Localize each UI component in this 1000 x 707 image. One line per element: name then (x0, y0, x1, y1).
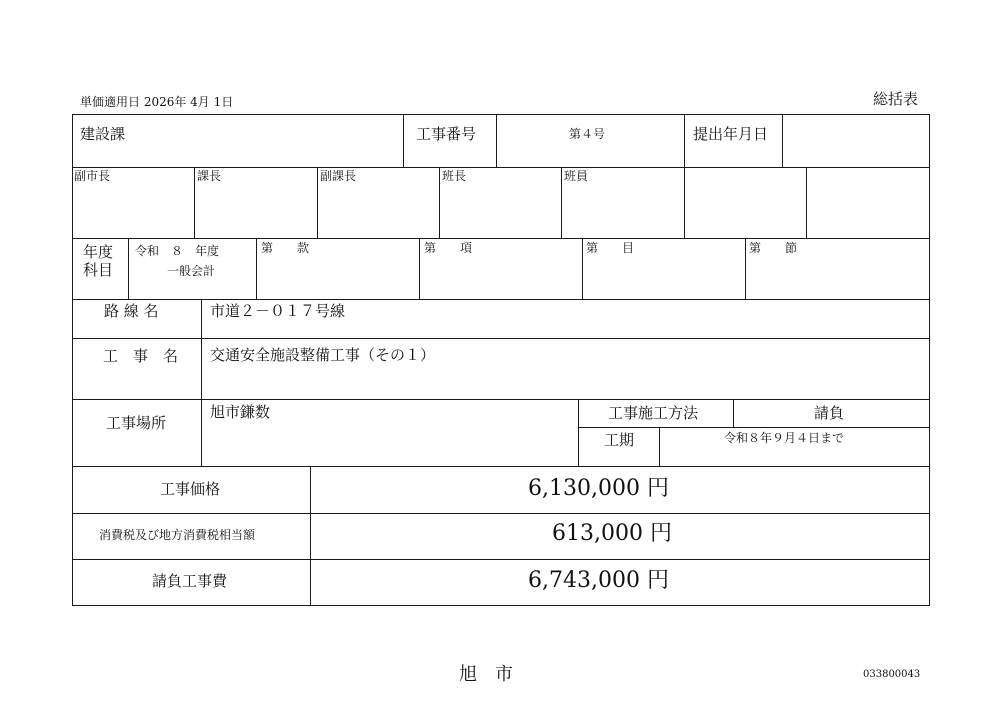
col-divider (317, 167, 318, 238)
construction-period-value: 令和８年９月４日まで (724, 431, 845, 445)
col-divider (684, 114, 685, 167)
city-name: 旭 市 (459, 664, 513, 685)
col-divider (745, 238, 746, 299)
row-divider (72, 559, 930, 560)
budget-kou: 第 項 (424, 241, 473, 255)
form-title: 総括表 (873, 90, 919, 108)
work-number-label: 工事番号 (416, 125, 477, 143)
col-divider (496, 114, 497, 167)
fiscal-year: 令和 ８ 年度 (135, 244, 220, 258)
submission-date-label: 提出年月日 (693, 125, 769, 143)
col-divider (733, 399, 734, 427)
construction-period-label: 工期 (604, 431, 635, 449)
contract-cost-label: 請負工事費 (152, 572, 228, 590)
col-divider (578, 399, 579, 466)
col-divider (561, 167, 562, 238)
contract-cost-value: 6,743,000 円 (528, 568, 669, 593)
col-divider (201, 299, 202, 466)
row-divider (72, 167, 930, 168)
col-divider (256, 238, 257, 299)
budget-moku: 第 目 (586, 241, 635, 255)
unit-price-date: 単価適用日 2026年 4月 1日 (80, 95, 234, 109)
department-name: 建設課 (80, 125, 126, 143)
account-type: 一般会計 (167, 264, 216, 278)
col-divider (403, 114, 404, 167)
col-divider (194, 167, 195, 238)
col-divider (684, 167, 685, 238)
row-divider (72, 238, 930, 239)
construction-price-label: 工事価格 (160, 480, 221, 498)
approval-label-staff: 班員 (564, 169, 589, 183)
col-divider (310, 466, 311, 606)
col-divider (419, 238, 420, 299)
site-label: 工事場所 (106, 414, 167, 432)
document-code: 033800043 (863, 669, 921, 680)
row-divider (578, 427, 930, 428)
work-name-value: 交通安全施設整備工事（その１） (210, 346, 436, 364)
col-divider (806, 167, 807, 238)
budget-label-year: 年度 (83, 243, 114, 261)
col-divider (659, 427, 660, 466)
col-divider (582, 238, 583, 299)
work-number-value: 第４号 (569, 127, 606, 141)
approval-label-section-chief: 課長 (197, 169, 222, 183)
consumption-tax-label: 消費税及び地方消費税相当額 (99, 528, 256, 542)
approval-label-deputy-chief: 副課長 (320, 169, 357, 183)
site-value: 旭市鎌数 (210, 403, 271, 421)
budget-kan: 第 款 (261, 241, 310, 255)
approval-label-team-leader: 班長 (442, 169, 467, 183)
approval-label-vice-mayor: 副市長 (74, 169, 111, 183)
construction-price-value: 6,130,000 円 (528, 476, 669, 501)
construction-method-label: 工事施工方法 (608, 404, 699, 422)
budget-setsu: 第 節 (749, 241, 798, 255)
col-divider (128, 238, 129, 299)
work-name-label: 工 事 名 (103, 347, 179, 365)
col-divider (439, 167, 440, 238)
construction-method-value: 請負 (814, 404, 845, 422)
route-value: 市道２－０１７号線 (210, 302, 346, 320)
budget-label-subject: 科目 (83, 261, 114, 279)
row-divider (72, 513, 930, 514)
row-divider (72, 466, 930, 467)
col-divider (782, 114, 783, 167)
consumption-tax-value: 613,000 円 (552, 521, 672, 546)
route-label: 路 線 名 (104, 302, 159, 320)
